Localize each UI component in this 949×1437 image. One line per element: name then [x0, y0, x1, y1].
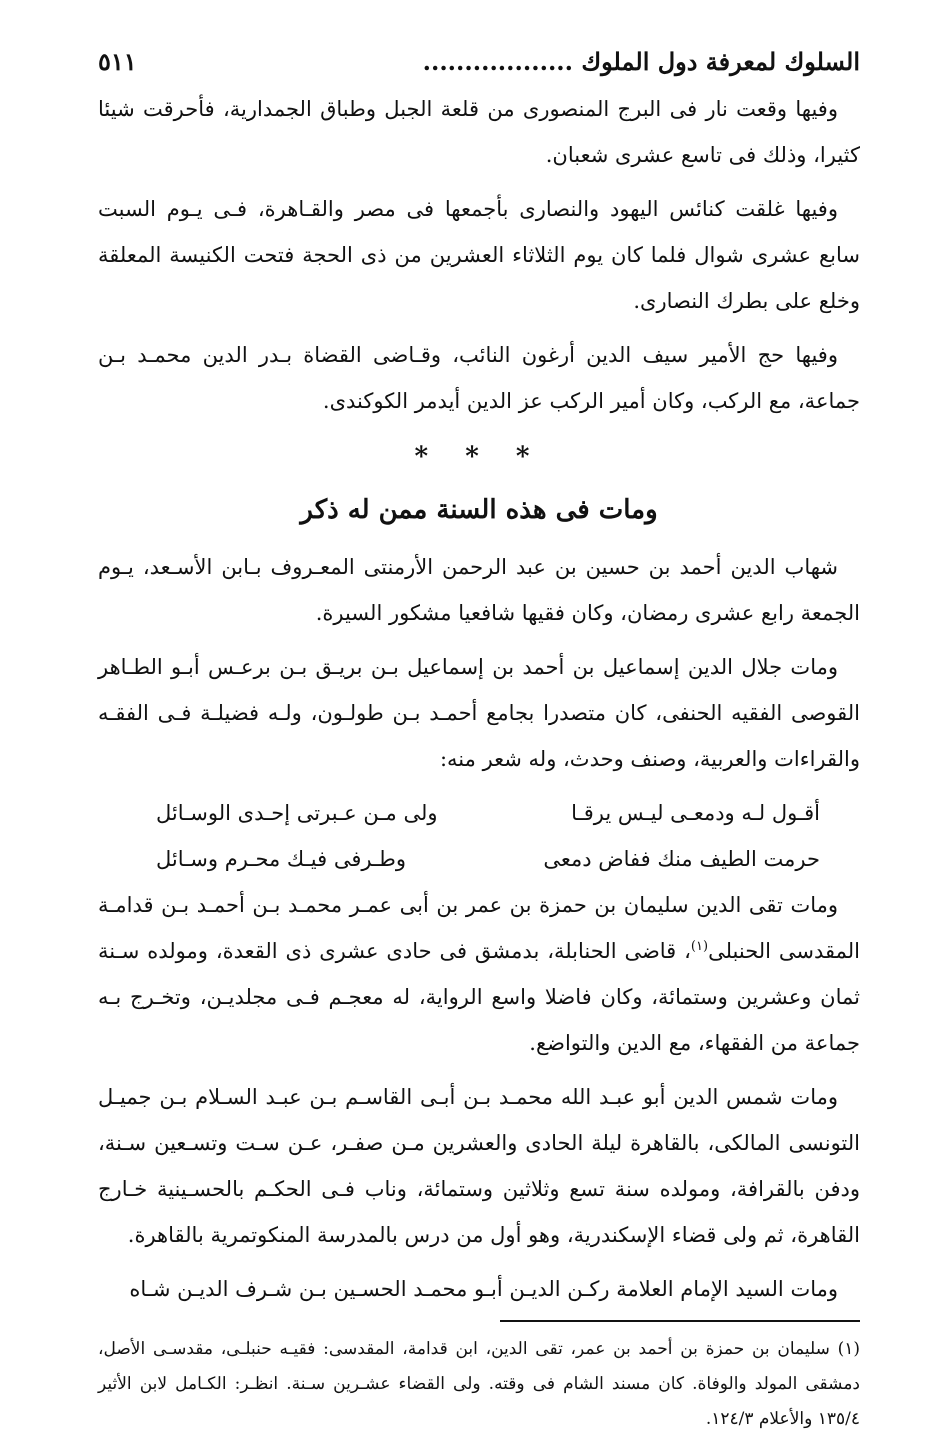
footnotes — [98, 1332, 860, 1437]
running-title — [423, 40, 860, 84]
obituary-rukn: ومات السيد الإمام العلامة ركـن الديـن أبـو محمـد الحسـين بـن شـرف الديـن شـاه — [129, 1277, 838, 1301]
paragraph-fire: وفيها وقعت نار فى البرج المنصورى من قلعة الجبل وطباق الجمدارية، فأحرقت شيئا كثيرا، وذلك فى تاسع عشرى شعبان. — [98, 97, 860, 167]
obituary-taqi — [98, 882, 860, 1066]
obituary-taqi-start: ومات تقى الدين سليمان بن حمزة بن عمر بن أبى عمـر محمـد بـن أحمـد بـن قدامـة المقدسى الحنبلى — [98, 893, 861, 963]
obituary-jalal: ومات جلال الدين إسماعيل بن أحمد بن إسماعيل بـن بريـق بـن برعـس أبـو الطـاهر القوصى الفقيه الحنفى، كان متصدرا بجامع أحمـد بـن طولـون، ولـه فضيلـة فـى الفقـه والقراءات والعربية، وصنف وحدث، وله شعر منه: — [98, 655, 860, 771]
book-page — [98, 40, 860, 1437]
book-title: السلوك لمعرفة دول الملوك — [581, 47, 860, 76]
footnote-1: (١) سليمان بن حمزة بن أحمد بن عمر، تقى الدين، ابن قدامة، المقدسى: فقيـه حنبلـى، مقدسـى الأصل، دمشقى المولد والوفاة. كان مسند الشام فى وقته. ولى القضاء عشـرين سـنة. انظـر: الكـامل لابن الأثير ١٣٥/٤ والأعلام ١٢٤/٣. — [98, 1339, 860, 1429]
paragraph-pilgrimage: وفيها حج الأمير سيف الدين أرغون النائب، وقـاضى القضاة بـدر الدين محمـد بـن جماعة، مع الركب، وكان أمير الركب عز الدين أيدمر الكوكندى. — [98, 343, 860, 413]
section-heading: ومات فى هذه السنة ممن له ذكر — [300, 495, 658, 525]
verse-second-hemistich: ولى مـن عـبرتى إحـدى الوسـائل — [156, 801, 438, 825]
page-number: ٥١١ — [98, 47, 137, 76]
obituary-shihab: شهاب الدين أحمد بن حسين بن عبد الرحمن الأرمنتى المعـروف بـابن الأسـعد، يـوم الجمعة رابع عشرى رمضان، وكان فقيها شافعيا مشكور السيرة. — [98, 555, 860, 625]
footnote-reference[interactable]: (١) — [690, 939, 709, 954]
poem — [98, 790, 860, 882]
verse-line — [98, 790, 860, 836]
verse-first-hemistich: حرمت الطيف منك ففاض دمعى — [543, 847, 820, 871]
footnote-divider — [500, 1320, 860, 1322]
verse-line — [98, 836, 860, 882]
paragraph-churches: وفيها غلقت كنائس اليهود والنصارى بأجمعها فى مصر والقـاهرة، فـى يـوم السبت سابع عشرى شوال فلما كان يوم الثلاثاء العشرين من ذى الحجة فتحت الكنيسة المعلقة وخلع على بطرك النصارى. — [98, 197, 860, 313]
obituary-shams: ومات شمس الدين أبو عبـد الله محمـد بـن أبـى القاسـم بـن عبـد السـلام بـن جميـل التونسى المالكى، بالقاهرة ليلة الحادى والعشرين مـن صفـر، عـن سـت وتسـعين سـنة، ودفن بالقرافة، ومولده سنة تسع وثلاثين وستمائة، وناب فـى الحكـم بالحسـينية خـارج القاهرة، ثم ولى قضاء الإسكندرية، وهو أول من درس بالمدرسة المنكوتمرية بالقاهرة. — [98, 1085, 861, 1247]
leader-dots: .................. — [422, 47, 574, 76]
verse-first-hemistich: أقـول لـه ودمعـى ليـس يرقـا — [571, 801, 820, 825]
verse-second-hemistich: وطـرفى فيـك محـرم وسـائل — [156, 847, 406, 871]
obituary-taqi-rest: ، قاضى الحنابلة، بدمشق فى حادى عشرى ذى القعدة، ومولده سـنة ثمان وعشرين وستمائة، وكان فاضلا واسع الرواية، له معجـم فـى مجلديـن، وتخـرج بـه جماعة من الفقهاء، مع الدين والتواضع. — [98, 939, 860, 1055]
running-header — [98, 40, 860, 86]
asterism-separator: * * * — [414, 442, 544, 472]
